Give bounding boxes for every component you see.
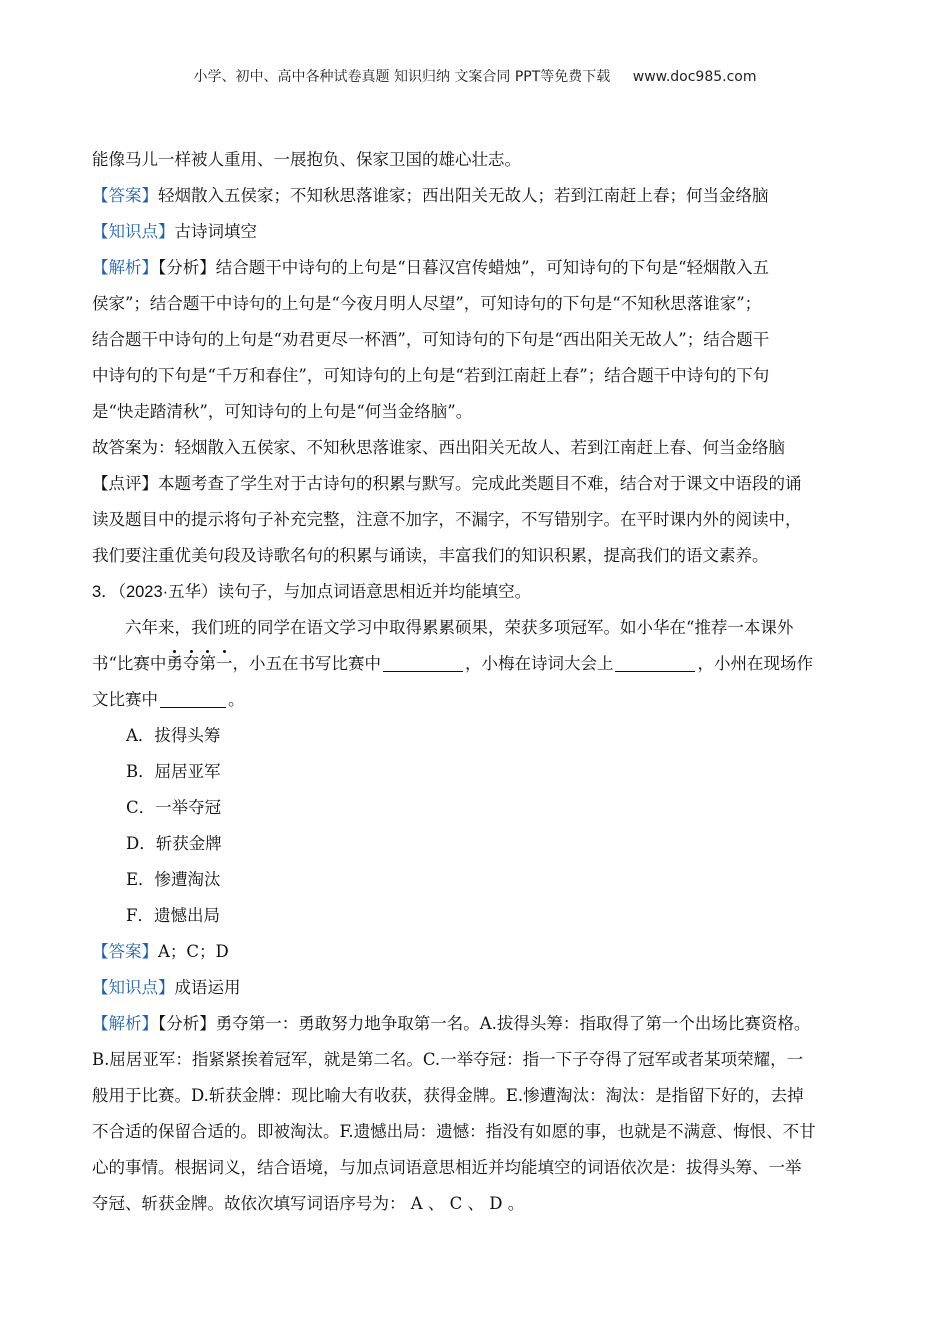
q2-comment: 【点评】本题考查了学生对于古诗句的积累与默写。完成此类题目不难，结合对于课文中语段的诵 <box>92 474 802 493</box>
page-header <box>0 66 950 86</box>
text-line: 中诗句的下句是“千万和春住”，可知诗句的上句是“若到江南赶上春”；结合题干中诗句的下句 <box>92 366 770 385</box>
knowledge-tag: 【知识点】 <box>92 978 175 997</box>
question-3-heading <box>92 574 862 610</box>
fill-blank-3[interactable] <box>160 689 226 708</box>
text-line: 读及题目中的提示将句子补充完整，注意不加字，不漏字，不写错别字。在平时课内外的阅读中， <box>92 510 802 529</box>
text-line: 不合适的保留合适的。即被淘汰。F.遗憾出局：遗憾：指没有如愿的事，也就是不满意、悔恨、不甘 <box>92 1122 816 1141</box>
option-b[interactable]: B．屈居亚军 <box>126 762 221 781</box>
text-line: 是“快走踏清秋”，可知诗句的上句是“何当金络脑”。 <box>92 402 473 421</box>
comment-tag: 【点评】 <box>92 474 158 493</box>
q2-answer: 【答案】轻烟散入五侯家；不知秋思落谁家；西出阳关无故人；若到江南赶上春；何当金络脑 <box>92 186 769 205</box>
header-url[interactable]: www.doc985.com <box>632 69 757 85</box>
question-source: （2023·五华） <box>117 583 218 601</box>
dotted-char: 夺 <box>182 654 200 673</box>
analysis-tag: 【解析】 <box>92 1014 158 1033</box>
question-passage-line3: 文比赛中 。 <box>92 690 245 709</box>
option-e[interactable]: E．惨遭淘汰 <box>126 870 221 889</box>
text-line: 我们要注重优美句段及诗歌名句的积累与诵读，丰富我们的知识积累，提高我们的语文素养。 <box>92 546 769 565</box>
q3-knowledge-point: 【知识点】成语运用 <box>92 978 241 997</box>
option-a[interactable]: A．拔得头筹 <box>126 726 221 745</box>
question-passage: 六年来，我们班的同学在语文学习中取得累累硕果，荣获多项冠军。如小华在“推荐一本课外 <box>125 618 794 637</box>
answer-tag: 【答案】 <box>92 942 158 961</box>
document-body <box>92 142 862 1222</box>
answer-tag: 【答案】 <box>92 186 158 205</box>
q3-analysis: 【解析】【分析】勇夺第一：勇敢努力地争取第一名。A.拔得头筹：指取得了第一个出场比赛资格。 <box>92 1014 811 1033</box>
option-c[interactable]: C．一举夺冠 <box>126 798 222 817</box>
option-f[interactable]: F．遗憾出局 <box>126 906 220 925</box>
question-stem: 读句子，与加点词语意思相近并均能填空。 <box>217 582 532 601</box>
q2-analysis: 【解析】【分析】结合题干中诗句的上句是“日暮汉宫传蜡烛”，可知诗句的下句是“轻烟散入五 <box>92 258 770 277</box>
question-number: 3． <box>92 583 118 601</box>
text-line: 夺冠、斩获金牌。故依次填写词语序号为： A 、 C 、 D 。 <box>92 1194 525 1213</box>
dotted-char: 勇 <box>166 654 183 673</box>
analysis-tag: 【解析】 <box>92 258 158 277</box>
text-line: 般用于比赛。D.斩获金牌：现比喻大有收获，获得金牌。E.惨遭淘汰：淘汰：是指留下好的，去掉 <box>92 1086 804 1105</box>
fill-blank-2[interactable] <box>615 653 695 672</box>
dotted-char: 一 <box>215 654 233 673</box>
option-d[interactable]: D．斩获金牌 <box>126 834 222 853</box>
knowledge-tag: 【知识点】 <box>92 222 175 241</box>
text-line: 侯家”；结合题干中诗句的上句是“今夜月明人尽望”，可知诗句的下句是“不知秋思落谁家”； <box>92 294 762 313</box>
text-line: B.屈居亚军：指紧紧挨着冠军，就是第二名。C.一举夺冠：指一下子夺得了冠军或者某项荣耀，一 <box>92 1050 804 1069</box>
fill-blank-1[interactable] <box>383 653 463 672</box>
text-line: 结合题干中诗句的上句是“劝君更尽一杯酒”，可知诗句的下句是“西出阳关无故人”；结合题干 <box>92 330 770 349</box>
text-line: 故答案为：轻烟散入五侯家、不知秋思落谁家、西出阳关无故人、若到江南赶上春、何当金络脑 <box>92 438 785 457</box>
q3-answer: 【答案】A；C；D <box>92 942 229 961</box>
text-line: 心的事情。根据词义，结合语境，与加点词语意思相近并均能填空的词语依次是：拔得头筹、一举 <box>92 1158 802 1177</box>
dotted-char: 第 <box>199 654 216 673</box>
q2-knowledge-point: 【知识点】古诗词填空 <box>92 222 257 241</box>
text-line: 能像马儿一样被人重用、一展抱负、保家卫国的雄心壮志。 <box>92 150 521 169</box>
question-passage-line2: 书“比赛中勇夺第一，小五在书写比赛中 ，小梅在诗词大会上 ，小州在现场作 <box>92 654 813 673</box>
header-text: 小学、初中、高中各种试卷真题 知识归纳 文案合同 PPT等免费下载 <box>193 69 611 85</box>
